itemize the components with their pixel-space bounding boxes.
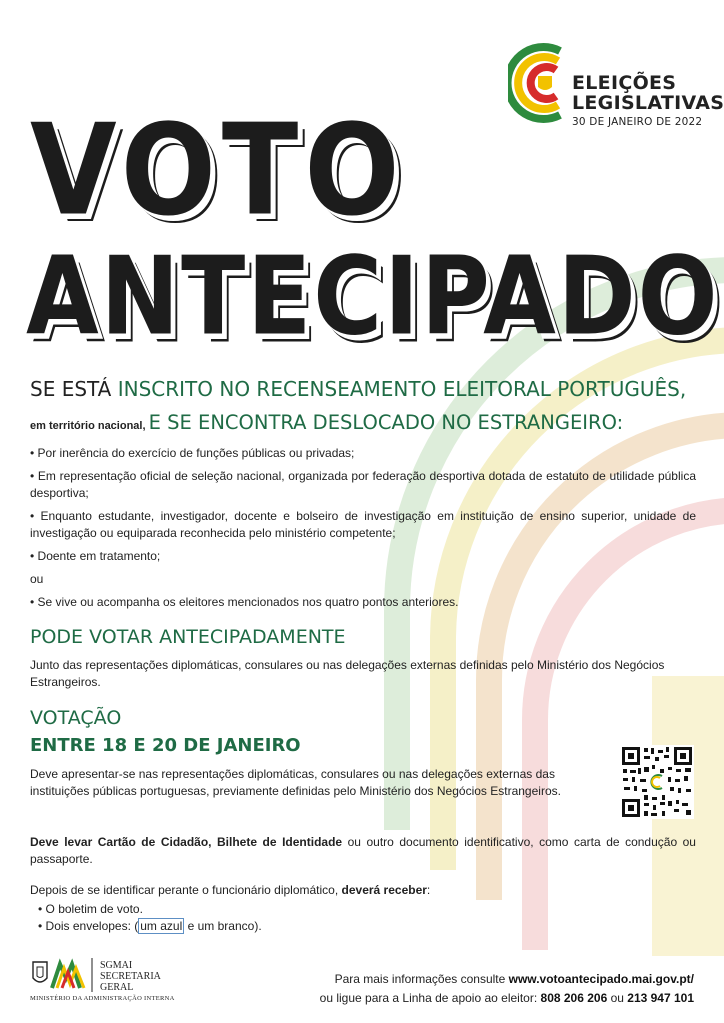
receive-prefix: Depois de se identificar perante o funcionário diplomático, [30,883,342,897]
sgmai-line-3: GERAL [100,982,134,993]
envelopes-highlight: um azul [140,919,183,933]
receive-bold: deverá receber [341,883,427,897]
bullet-item: • Por inerência do exercício de funções públicas ou privadas; [30,446,355,460]
bullet-item: • Se vive ou acompanha os eleitores mencionados nos quatro pontos anteriores. [30,595,459,609]
sgmai-line-2: SECRETARIA [100,971,161,982]
documents-bold: Deve levar Cartão de Cidadão, Bilhete de Identidade [30,835,343,849]
sgmai-logo [30,958,180,1008]
qr-code[interactable] [620,745,694,819]
ministry-name: MINISTÉRIO DA ADMINISTRAÇÃO INTERNA [30,995,175,1002]
footer-phone-1[interactable]: 808 206 206 [540,991,608,1005]
envelopes-suffix: e um branco). [184,919,262,933]
votacao-text: Deve apresentar-se nas representações diplomáticas, consulares ou nas delegações externas das instituições públicas portuguesas, previamente definidas pelo Ministério dos Negócios Estrangeiros. [30,767,561,798]
sgmai-line-1: SGMAI [100,960,133,971]
footer-website-link[interactable]: www.votoantecipado.mai.gov.pt/ [508,972,694,986]
pode-text: Junto das representações diplomáticas, consulares ou nas delegações externas definidas pelo Ministério dos Negócios Estrangeiros. [30,658,665,689]
subtitle-line-2 [30,411,623,434]
votacao-dates: ENTRE 18 E 20 DE JANEIRO [30,735,301,756]
title-line-2: ANTECIPADO [26,233,720,360]
bullet-item: • Enquanto estudante, investigador, docente e bolseiro de investigação em instituição de ensino superior, unidade de investigação ou equiparada reconhecida pelo ministério competente; [30,509,696,540]
logo-date: 30 DE JANEIRO DE 2022 [572,116,703,128]
title-line-1: VOTO [30,97,406,244]
pode-heading: PODE VOTAR ANTECIPADAMENTE [30,626,346,648]
receive-item-ballot: • O boletim de voto. [38,902,143,916]
footer-phone-2[interactable]: 213 947 101 [627,991,694,1005]
footer-phone-prefix: ou ligue para a Linha de apoio ao eleitor: [319,991,541,1005]
documents-rest: ou outro documento identificativo, como carta de condução ou passaporte. [30,835,696,866]
receive-intro [30,882,696,899]
receive-list [38,901,262,935]
documents-text [30,834,696,868]
bullet-or: ou [30,572,44,586]
subtitle-green-1: INSCRITO NO RECENSEAMENTO ELEITORAL PORTUGUÊS, [117,377,687,401]
eligibility-list [30,445,696,617]
elections-logo-icon [508,43,578,123]
bullet-item: • Em representação oficial de seleção nacional, organizada por federação desportiva dotada de estatuto de utilidade pública desportiva; [30,469,696,500]
receive-suffix: : [426,883,431,897]
footer-info-line-2 [320,989,694,1008]
sgmai-emblem-icon [30,958,96,992]
elections-logo [508,43,724,143]
subtitle-prefix: SE ESTÁ [30,377,118,401]
footer-phone-sep: ou [607,991,628,1005]
subtitle-line-1 [30,377,686,401]
footer-info-line-1 [320,970,694,989]
envelopes-prefix: • Dois envelopes: ( [38,919,139,933]
footer-info [320,970,694,1008]
bullet-item: • Doente em tratamento; [30,549,161,563]
logo-line-2: LEGISLATIVAS [572,92,724,114]
subtitle-small: em território nacional, [30,420,149,432]
logo-line-1: ELEIÇÕES [572,72,677,94]
votacao-heading: VOTAÇÃO [30,707,122,729]
footer-info-prefix: Para mais informações consulte [334,972,509,986]
receive-item-envelopes [38,918,262,935]
subtitle-green-2: E SE ENCONTRA DESLOCADO NO ESTRANGEIRO: [148,411,624,434]
